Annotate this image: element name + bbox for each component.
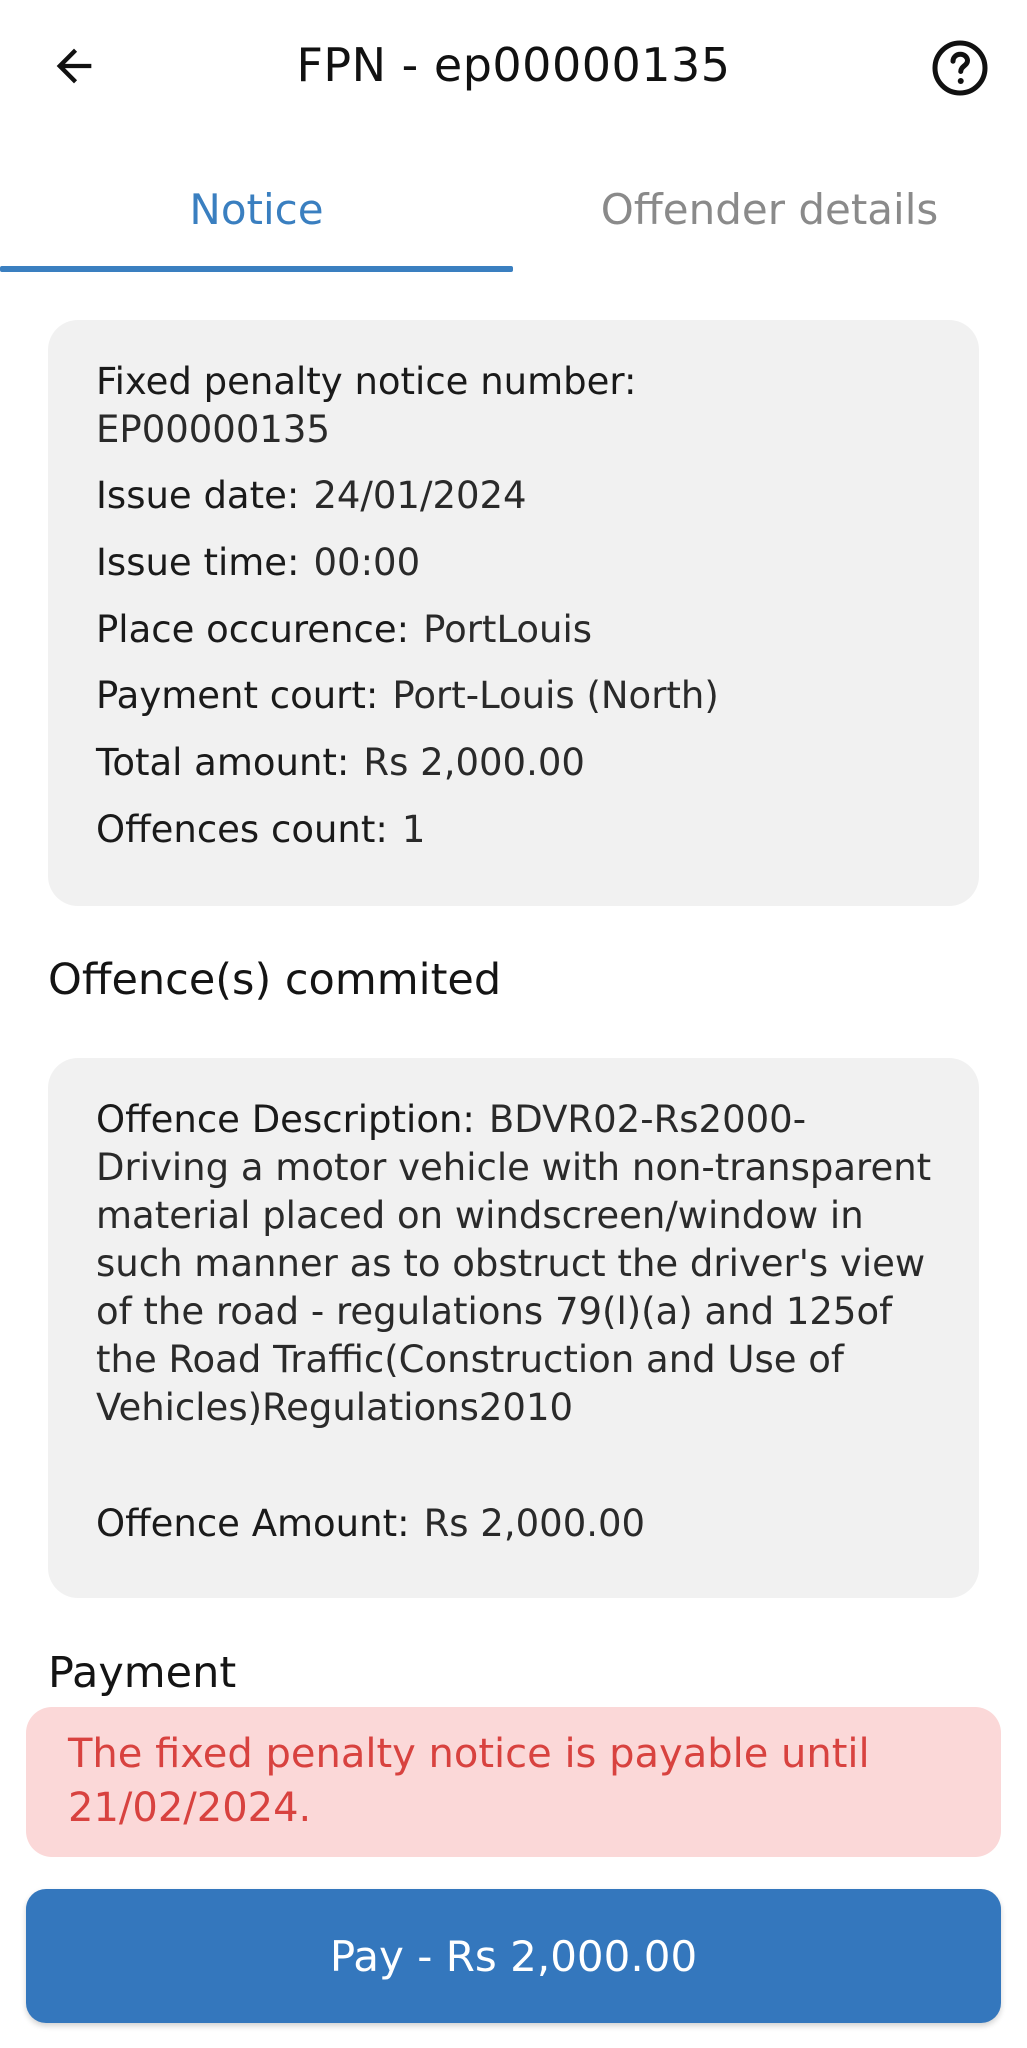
offence-description-row xyxy=(96,1096,939,1432)
offence-amount-row xyxy=(96,1500,939,1548)
court-label: Payment court: xyxy=(96,674,379,717)
offence-description-value: BDVR02-Rs2000-Driving a motor vehicle with non-transparent material placed on windscreen/window in such manner as to obstruct the driver's view of the road - regulations 79(l)(a) and 125of the Road Traffic(Construction and Use of Vehicles)Regulations2010 xyxy=(96,1098,932,1429)
pay-button-label: Pay - Rs 2,000.00 xyxy=(329,1931,698,1981)
offences-count-row xyxy=(96,806,939,854)
total-amount-value: Rs 2,000.00 xyxy=(363,741,585,784)
pay-button[interactable] xyxy=(26,1889,1001,2023)
fpn-number-row xyxy=(96,358,939,406)
fpn-number-label: Fixed penalty notice number: xyxy=(96,360,637,403)
offences-count-value: 1 xyxy=(401,808,426,851)
offence-amount-label: Offence Amount: xyxy=(96,1502,410,1545)
active-tab-indicator xyxy=(0,266,513,272)
place-value: PortLouis xyxy=(423,608,593,651)
court-row xyxy=(96,672,939,720)
issue-date-row xyxy=(96,472,939,520)
payment-deadline-text: The fixed penalty notice is payable until 21/02/2024. xyxy=(68,1731,870,1831)
offence-amount-value: Rs 2,000.00 xyxy=(423,1502,646,1545)
fpn-number-value: EP00000135 xyxy=(96,408,331,451)
place-label: Place occurence: xyxy=(96,608,410,651)
help-circle-icon xyxy=(930,38,990,98)
total-amount-row xyxy=(96,739,939,787)
payment-deadline-alert xyxy=(26,1707,1001,1857)
tab-notice[interactable]: Notice xyxy=(189,184,324,234)
issue-date-value: 24/01/2024 xyxy=(313,474,527,517)
issue-date-label: Issue date: xyxy=(96,474,300,517)
offence-card xyxy=(48,1058,979,1598)
total-amount-label: Total amount: xyxy=(96,741,350,784)
offences-section-title: Offence(s) commited xyxy=(48,955,502,1005)
tab-bar xyxy=(0,150,1027,272)
notice-summary-card xyxy=(48,320,979,906)
offence-description-label: Offence Description: xyxy=(96,1098,475,1141)
tab-offender-details[interactable]: Offender details xyxy=(600,184,939,234)
issue-time-label: Issue time: xyxy=(96,541,300,584)
issue-time-row xyxy=(96,539,939,587)
payment-section-title: Payment xyxy=(48,1648,237,1698)
place-row xyxy=(96,606,939,654)
fpn-number-value-row xyxy=(96,406,939,454)
help-button[interactable] xyxy=(924,32,996,104)
app-bar xyxy=(0,0,1027,140)
court-value: Port-Louis (North) xyxy=(392,674,719,717)
issue-time-value: 00:00 xyxy=(313,541,421,584)
offences-count-label: Offences count: xyxy=(96,808,388,851)
page-title: FPN - ep00000135 xyxy=(296,38,731,92)
